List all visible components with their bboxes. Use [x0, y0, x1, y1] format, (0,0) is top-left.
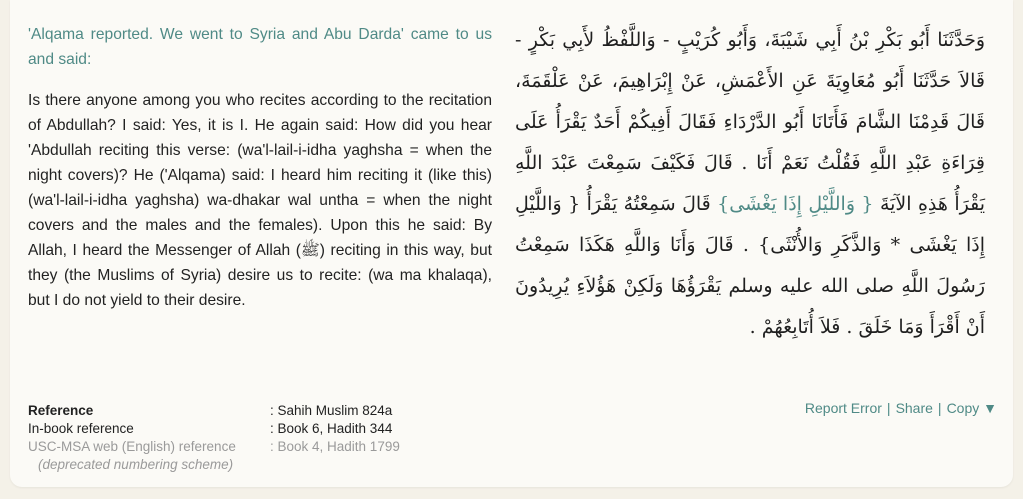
action-links: [805, 400, 997, 416]
narrator-line: 'Alqama reported. We went to Syria and Abu Darda' came to us and said:: [28, 26, 492, 68]
hadith-card: [10, 0, 1013, 487]
arabic-text-part-2: قَالَ سَمِعْتُهُ يَقْرَأُ { وَاللَّيْلِ إِذَا يَغْشَى * وَالذَّكَرِ وَالأُنْثَى} . قَالَ وَأَنَا وَاللَّهِ هَكَذَا سَمِعْتُ رَسُولَ اللَّهِ صلى الله عليه وسلم يَقْرَؤُهَا وَلَكِنْ هَؤُلاَءِ يُرِيدُونَ أَنْ أَقْرَأَ وَمَا خَلَقَ . فَلاَ أُتَابِعُهُمْ .: [515, 193, 985, 338]
share-link[interactable]: Share: [895, 400, 933, 416]
in-book-reference-value: : Book 6, Hadith 344: [270, 421, 393, 436]
usc-msa-reference-label: USC-MSA web (English) reference: [28, 439, 236, 454]
reference-row: [28, 402, 400, 420]
arabic-text-part-1: وَحَدَّثَنَا أَبُو بَكْرِ بْنُ أَبِي شَيْبَةَ، وَأَبُو كُرَيْبٍ - وَاللَّفْظُ لأَبِي بَكْرٍ - قَالاَ حَدَّثَنَا أَبُو مُعَاوِيَةَ عَنِ الأَعْمَشِ، عَنْ إِبْرَاهِيمَ، عَنْ عَلْقَمَةَ، قَالَ قَدِمْنَا الشَّامَ فَأَتَانَا أَبُو الدَّرْدَاءِ فَقَالَ أَفِيكُمْ أَحَدٌ يَقْرَأُ عَلَى قِرَاءَةِ عَبْدِ اللَّهِ فَقُلْتُ نَعَمْ أَنَا . قَالَ فَكَيْفَ سَمِعْتَ عَبْدَ اللَّهِ يَقْرَأُ هَذِهِ الآيَةَ: [515, 29, 985, 215]
copy-dropdown[interactable]: Copy ▼: [946, 400, 997, 416]
reference-value: : Sahih Muslim 824a: [270, 403, 393, 418]
in-book-reference-row: [28, 420, 400, 438]
english-hadith-text: Is there anyone among you who recites according to the recitation of Abdullah? I said: Yes, it is I. He again said: How did you hear 'Abdullah reciting this verse: (wa'l-lail-i-idha yaghsha = when the night covers)? He ('Alqama) said: I heard him reciting it (like this) (wa'l-lail-i-idha yaghsha) wa-dhakar wal untha = when the night covers and the males and the females). Upon this he said: By Allah, I heard the Messenger of Allah (ﷺ) reciting in this way, but they (the Muslims of Syria) desire us to recite: (wa ma khalaqa), but I do not yield to their desire.: [28, 92, 492, 309]
usc-msa-reference-row: [28, 438, 400, 456]
separator: |: [937, 400, 942, 416]
english-translation: [28, 22, 492, 313]
arabic-quran-quote: { وَاللَّيْلِ إِذَا يَغْشَى}: [717, 193, 874, 215]
separator: |: [886, 400, 891, 416]
in-book-reference-label: In-book reference: [28, 421, 134, 436]
reference-label: Reference: [28, 403, 94, 418]
deprecated-numbering-note: (deprecated numbering scheme): [38, 457, 234, 472]
report-error-link[interactable]: Report Error: [804, 400, 882, 416]
usc-msa-reference-value: : Book 4, Hadith 1799: [270, 439, 400, 454]
reference-block: [28, 402, 400, 474]
arabic-text: [515, 20, 985, 348]
